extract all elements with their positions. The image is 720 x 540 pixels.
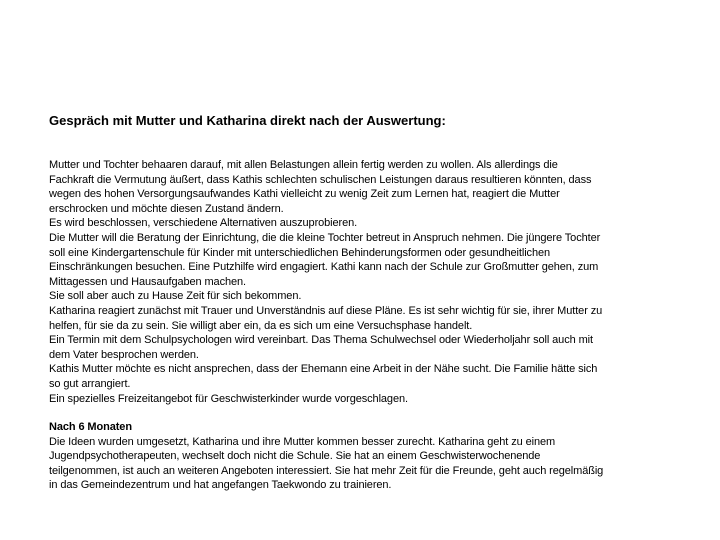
body-line: Sie soll aber auch zu Hause Zeit für sich bekommen.: [49, 290, 302, 303]
body-line: Es wird beschlossen, verschiedene Alternativen auszuprobieren.: [49, 217, 358, 230]
followup-title: Nach 6 Monaten: [49, 421, 132, 434]
body-line: Kathis Mutter möchte es nicht ansprechen, dass der Ehemann eine Arbeit in der Nähe sucht. Die Familie hätte sich: [49, 363, 598, 376]
followup-line: teilgenommen, ist auch an weiteren Angeboten interessiert. Sie hat mehr Zeit für die Freunde, geht auch regelmäßig: [49, 464, 604, 477]
paragraph-gap: [49, 406, 689, 420]
body-line: Mittagessen und Hausaufgaben machen.: [49, 275, 246, 288]
body-line: Katharina reagiert zunächst mit Trauer und Unverständnis auf diese Pläne. Es ist sehr wichtig für sie, ihrer Mutter zu: [49, 304, 603, 317]
body-line: dem Vater besprochen werden.: [49, 348, 199, 361]
followup-line: Jugendpsychotherapeuten, wechselt doch nicht die Schule. Sie hat an einem Geschwisterwochenende: [49, 450, 541, 463]
body-line: soll eine Kindergartenschule für Kinder mit unterschiedlichen Behinderungsformen oder gesundheitlichen: [49, 246, 551, 259]
slide-heading: Gespräch mit Mutter und Katharina direkt nach der Auswertung:: [49, 113, 446, 128]
body-line: Mutter und Tochter behaaren darauf, mit allen Belastungen allein fertig werden zu wollen. Als allerdings die: [49, 159, 558, 171]
text-body: [49, 158, 689, 493]
followup-line: Die Ideen wurden umgesetzt, Katharina und ihre Mutter kommen besser zurecht. Katharina geht zu einem: [49, 435, 556, 448]
body-line: so gut arrangiert.: [49, 377, 131, 390]
body-line: helfen, für sie da zu sein. Sie willigt aber ein, da es sich um eine Versuchsphase handelt.: [49, 319, 473, 332]
body-line: Einschränkungen besuchen. Eine Putzhilfe wird engagiert. Kathi kann nach der Schule zur Großmutter gehen, zum: [49, 261, 599, 274]
body-line: Ein Termin mit dem Schulpsychologen wird vereinbart. Das Thema Schulwechsel oder Wiederholjahr soll auch mit: [49, 334, 593, 347]
body-line: wegen des hohen Versorgungsaufwandes Kathi vielleicht zu wenig Zeit zum Lernen hat, reagiert die Mutter: [49, 188, 560, 201]
followup-line: in das Gemeindezentrum und hat angefangen Taekwondo zu trainieren.: [49, 479, 392, 492]
body-line: erschrocken und möchte diesen Zustand ändern.: [49, 202, 284, 215]
body-line: Ein spezielles Freizeitangebot für Geschwisterkinder wurde vorgeschlagen.: [49, 392, 408, 405]
body-line: Die Mutter will die Beratung der Einrichtung, die die kleine Tochter betreut in Anspruch nehmen. Die jüngere Tochter: [49, 231, 601, 244]
body-line: Fachkraft die Vermutung äußert, dass Kathis schlechten schulischen Leistungen daraus resultieren könnten, dass: [49, 173, 592, 186]
